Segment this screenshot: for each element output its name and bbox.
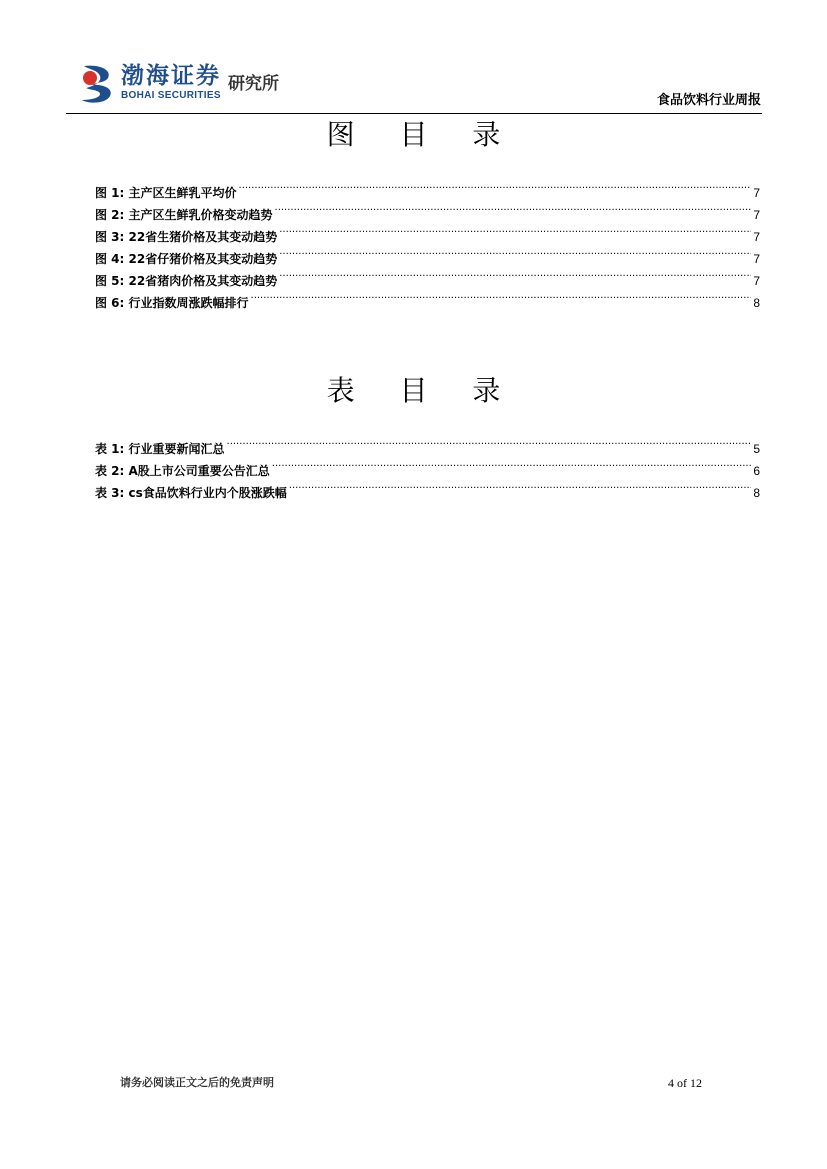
logo-english-name: BOHAI SECURITIES bbox=[121, 90, 221, 101]
footer-disclaimer: 请务必阅读正文之后的免责声明 bbox=[120, 1076, 274, 1089]
toc-entry-page: 8 bbox=[753, 296, 760, 310]
figures-toc-list bbox=[95, 175, 760, 310]
header-divider bbox=[66, 113, 762, 114]
toc-entry-label: 表 2: A股上市公司重要公告汇总 bbox=[95, 464, 270, 478]
toc-dot-leader bbox=[279, 241, 751, 263]
toc-dot-leader bbox=[239, 175, 752, 197]
toc-dot-leader bbox=[275, 197, 752, 219]
report-type: 食品饮料行业周报 bbox=[656, 93, 761, 108]
logo-institute: 研究所 bbox=[228, 74, 279, 94]
footer-page-indicator: 4 of 12 bbox=[668, 1076, 702, 1090]
toc-entry-label: 表 1: 行业重要新闻汇总 bbox=[95, 442, 225, 456]
toc-dot-leader bbox=[289, 475, 752, 497]
toc-dot-leader bbox=[272, 453, 752, 475]
toc-entry-figure-1[interactable] bbox=[95, 175, 760, 200]
toc-entry-label: 图 6: 行业指数周涨跌幅排行 bbox=[95, 296, 249, 310]
logo-chinese-name: 渤海证券 bbox=[121, 62, 221, 89]
toc-entry-page: 5 bbox=[753, 442, 760, 456]
toc-entry-page: 7 bbox=[753, 274, 760, 288]
toc-entry-page: 7 bbox=[753, 252, 760, 266]
tables-toc-list bbox=[95, 431, 760, 500]
toc-dot-leader bbox=[279, 263, 751, 285]
toc-entry-label: 图 2: 主产区生鲜乳价格变动趋势 bbox=[95, 208, 273, 222]
bohai-logo-icon bbox=[78, 64, 116, 104]
tables-toc-title: 表 目 录 bbox=[326, 374, 519, 407]
figures-toc-title: 图 目 录 bbox=[326, 118, 519, 151]
toc-entry-label: 图 4: 22省仔猪价格及其变动趋势 bbox=[95, 252, 278, 266]
toc-entry-page: 7 bbox=[753, 230, 760, 244]
toc-entry-label: 图 3: 22省生猪价格及其变动趋势 bbox=[95, 230, 278, 244]
toc-dot-leader bbox=[227, 431, 752, 453]
toc-entry-page: 7 bbox=[753, 186, 760, 200]
page-header bbox=[0, 0, 827, 115]
toc-entry-table-1[interactable] bbox=[95, 431, 760, 456]
toc-entry-label: 图 5: 22省猪肉价格及其变动趋势 bbox=[95, 274, 278, 288]
toc-dot-leader bbox=[279, 219, 751, 241]
toc-entry-label: 表 3: cs食品饮料行业内个股涨跌幅 bbox=[95, 486, 287, 500]
toc-entry-page: 8 bbox=[753, 486, 760, 500]
toc-dot-leader bbox=[251, 285, 752, 307]
toc-entry-label: 图 1: 主产区生鲜乳平均价 bbox=[95, 186, 237, 200]
toc-entry-page: 6 bbox=[753, 464, 760, 478]
toc-entry-page: 7 bbox=[753, 208, 760, 222]
